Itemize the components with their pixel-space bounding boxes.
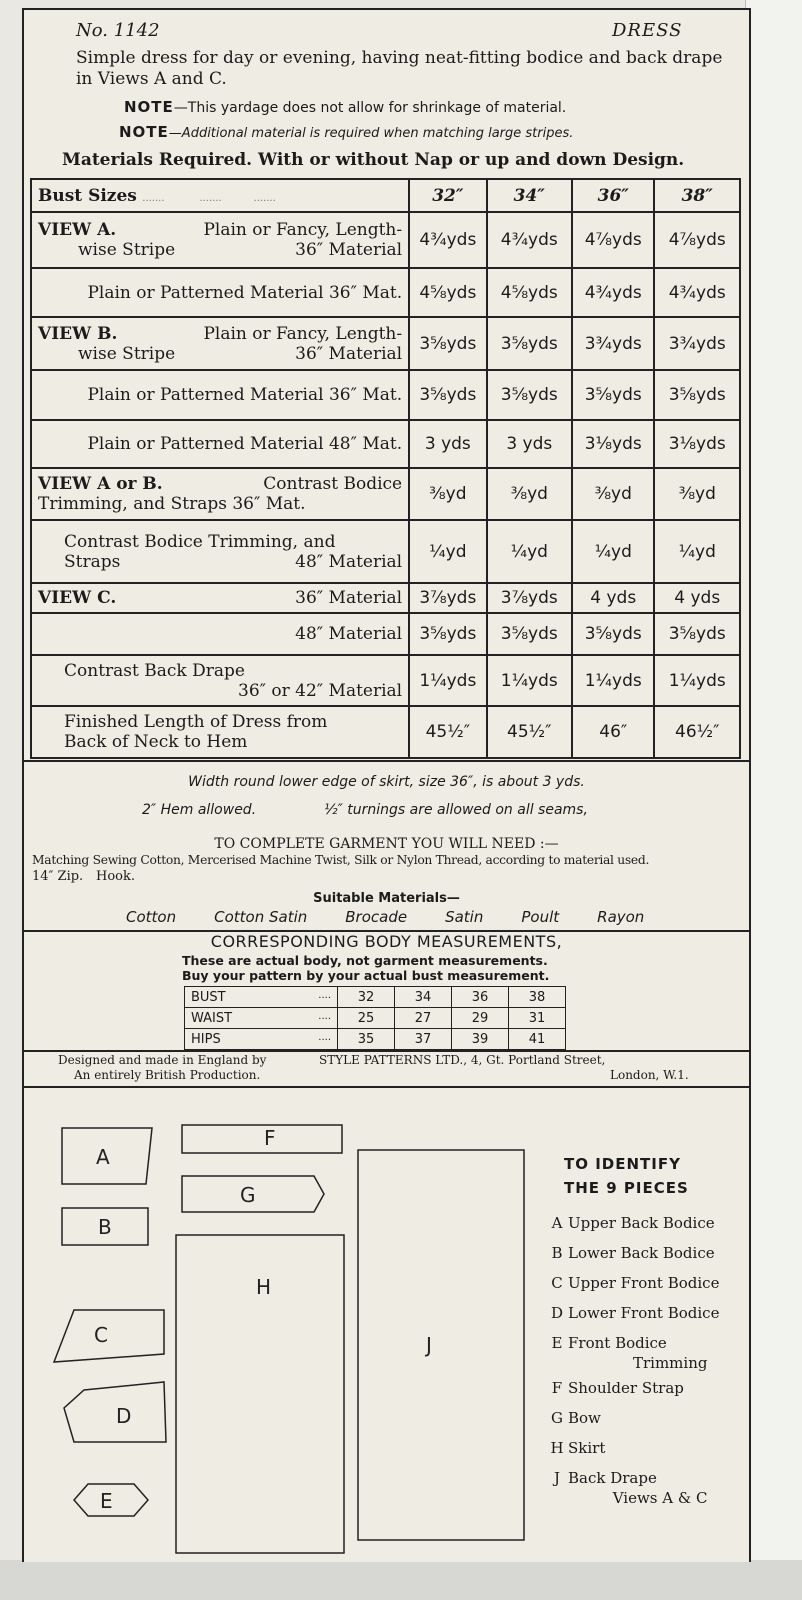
row-label xyxy=(31,420,409,468)
piece-a-label: A xyxy=(96,1145,110,1169)
row-label xyxy=(31,655,409,706)
material-item: Cotton Satin xyxy=(214,908,308,926)
piece-e-label: E xyxy=(100,1489,113,1513)
yardage-value: ⅜yd xyxy=(409,468,486,520)
piece-name: Upper Back Bodice xyxy=(568,1214,715,1232)
material-item: Satin xyxy=(445,908,484,926)
piece-name-cont: Trimming xyxy=(632,1354,708,1372)
complete-garment-title: TO COMPLETE GARMENT YOU WILL NEED :— xyxy=(214,836,559,852)
label-text: Contrast Back Drape xyxy=(64,660,245,681)
label-text: Contrast Bodice Trimming, and xyxy=(64,531,336,552)
yardage-value: 3 yds xyxy=(409,420,486,468)
yardage-value: 3 yds xyxy=(487,420,572,468)
label-text: Contrast Bodice xyxy=(263,474,403,494)
piece-name: Lower Front Bodice xyxy=(568,1304,720,1322)
label-text: Plain or Patterned Material 36″ Mat. xyxy=(87,282,403,303)
yardage-value: 3⅝yds xyxy=(487,317,572,370)
label-text: Finished Length of Dress from xyxy=(64,712,328,732)
label-text: 36″ Material xyxy=(295,240,403,260)
row-label xyxy=(31,468,409,520)
yardage-value: 4¾yds xyxy=(572,268,654,317)
yardage-value: 3⅝yds xyxy=(409,370,486,420)
yardage-value: 1¼yds xyxy=(487,655,572,706)
label-text: Straps xyxy=(64,551,121,572)
label-text: 36″ Material xyxy=(295,343,403,364)
label-text: 36″ or 42″ Material xyxy=(238,680,403,701)
material-item: Rayon xyxy=(597,908,645,926)
piece-item xyxy=(546,1208,719,1238)
label-text: 48″ Material xyxy=(295,551,403,572)
piece-name: Shoulder Strap xyxy=(568,1379,684,1397)
view-label: VIEW C. xyxy=(38,588,117,608)
piece-c-label: C xyxy=(94,1323,108,1347)
identify-title-line1: TO IDENTIFY xyxy=(564,1155,681,1173)
identify-pieces-title xyxy=(564,1152,689,1200)
skirt-width-note: Width round lower edge of skirt, size 36″, is about 3 yds. xyxy=(188,774,585,790)
material-item: Brocade xyxy=(345,908,408,926)
label-text: wise Stripe xyxy=(78,240,176,260)
scan-bottom xyxy=(0,1560,802,1600)
piece-name: Back Drape xyxy=(568,1469,657,1487)
yardage-value: 45½″ xyxy=(487,706,572,758)
yardage-value: 3⅝yds xyxy=(409,613,486,655)
piece-j-label: J xyxy=(426,1333,432,1357)
piece-b-label: B xyxy=(98,1215,112,1239)
yardage-value: 1¼yds xyxy=(572,655,654,706)
yardage-value: ¼yd xyxy=(654,520,740,583)
measurement-value: 35 xyxy=(338,1029,395,1050)
yardage-value: 3⅝yds xyxy=(654,613,740,655)
yardage-value: 3⅝yds xyxy=(572,613,654,655)
suitable-materials-title: Suitable Materials— xyxy=(313,891,460,906)
yardage-value: 4⅞yds xyxy=(654,212,740,268)
piece-list xyxy=(546,1208,719,1508)
label-text: Plain or Fancy, Length- xyxy=(203,323,403,344)
measurement-row xyxy=(185,1029,566,1050)
yardage-row xyxy=(31,317,740,370)
yardage-value: 3⅝yds xyxy=(487,613,572,655)
yardage-value: ⅜yd xyxy=(572,468,654,520)
size-header: 34″ xyxy=(487,179,572,212)
yardage-value: ¼yd xyxy=(487,520,572,583)
piece-name: Skirt xyxy=(568,1439,606,1457)
label-text: Back of Neck to Hem xyxy=(64,732,248,752)
piece-name: Lower Back Bodice xyxy=(568,1244,715,1262)
measurement-label: HIPS .... xyxy=(185,1029,338,1050)
yardage-value: ⅜yd xyxy=(487,468,572,520)
yardage-value: 4⅝yds xyxy=(487,268,572,317)
materials-required-heading: Materials Required. With or without Nap or up and down Design. xyxy=(62,150,685,170)
piece-item xyxy=(546,1463,719,1508)
hook-note: Hook. xyxy=(96,869,135,884)
note-shrinkage: NOTE—This yardage does not allow for shrinkage of material. xyxy=(124,98,567,116)
hem-note: 2″ Hem allowed. xyxy=(142,802,257,818)
yardage-value: 3⅞yds xyxy=(409,583,486,613)
yardage-row xyxy=(31,583,740,613)
piece-f-shape xyxy=(182,1125,342,1153)
divider xyxy=(24,1050,749,1052)
piece-letter: F xyxy=(551,1379,563,1397)
piece-letter: A xyxy=(551,1214,563,1232)
label-text: Plain or Fancy, Length- xyxy=(203,220,403,240)
yardage-value: 1¼yds xyxy=(409,655,486,706)
body-measurements-sub2: Buy your pattern by your actual bust measurement. xyxy=(182,968,550,983)
piece-letter: E xyxy=(551,1334,563,1352)
description: Simple dress for day or evening, having neat-fitting bodice and back drape in Views A and C. xyxy=(76,48,723,89)
measurement-label: BUST .... xyxy=(185,987,338,1008)
label-text: Trimming, and Straps 36″ Mat. xyxy=(38,494,306,514)
measurement-value: 38 xyxy=(509,987,566,1008)
measurement-value: 29 xyxy=(452,1008,509,1029)
zip-note: 14″ Zip. xyxy=(32,869,84,884)
measurement-value: 25 xyxy=(338,1008,395,1029)
yardage-row xyxy=(31,655,740,706)
yardage-row xyxy=(31,468,740,520)
yardage-value: 4¾yds xyxy=(654,268,740,317)
measurement-value: 37 xyxy=(395,1029,452,1050)
yardage-row xyxy=(31,268,740,317)
piece-c-shape xyxy=(54,1310,164,1362)
yardage-value: 1¼yds xyxy=(654,655,740,706)
table-header-row xyxy=(31,179,740,212)
pattern-number: No. 1142 xyxy=(76,20,160,41)
british-production: An entirely British Production. xyxy=(74,1068,261,1082)
company-city: London, W.1. xyxy=(610,1068,689,1082)
row-label xyxy=(31,583,409,613)
row-label xyxy=(31,317,409,370)
measurement-value: 34 xyxy=(395,987,452,1008)
piece-name-cont: Views A & C xyxy=(612,1489,708,1507)
label-text: Plain or Patterned Material 36″ Mat. xyxy=(87,385,403,405)
yardage-value: 3⅝yds xyxy=(572,370,654,420)
yardage-table xyxy=(30,178,741,759)
yardage-value: 4¾yds xyxy=(487,212,572,268)
piece-h-label: H xyxy=(256,1275,272,1299)
turnings-note: ½″ turnings are allowed on all seams, xyxy=(324,802,588,818)
yardage-value: 3¾yds xyxy=(572,317,654,370)
measurement-value: 39 xyxy=(452,1029,509,1050)
row-label xyxy=(31,520,409,583)
divider xyxy=(24,760,749,762)
yardage-value: 4 yds xyxy=(654,583,740,613)
measurement-value: 32 xyxy=(338,987,395,1008)
size-header: 38″ xyxy=(654,179,740,212)
row-label xyxy=(31,212,409,268)
pattern-envelope-sheet xyxy=(22,8,751,1562)
piece-item xyxy=(546,1298,719,1328)
measurement-label: WAIST .... xyxy=(185,1008,338,1029)
yardage-row xyxy=(31,370,740,420)
notions-line: Matching Sewing Cotton, Mercerised Machine Twist, Silk or Nylon Thread, according to material used. xyxy=(32,853,650,867)
piece-d-shape xyxy=(64,1382,166,1442)
piece-f-label: F xyxy=(264,1126,276,1150)
piece-name: Front Bodice xyxy=(568,1334,667,1352)
yardage-value: ¼yd xyxy=(409,520,486,583)
yardage-value: 3⅞yds xyxy=(487,583,572,613)
yardage-row xyxy=(31,212,740,268)
company-address: STYLE PATTERNS LTD., 4, Gt. Portland Street, xyxy=(319,1053,606,1067)
note-stripes: NOTE—Additional material is required when matching large stripes. xyxy=(119,123,574,141)
piece-item xyxy=(546,1238,719,1268)
identify-title-line2: THE 9 PIECES xyxy=(564,1179,689,1197)
view-label: VIEW A. xyxy=(38,220,117,240)
yardage-value: 3⅝yds xyxy=(409,317,486,370)
body-measurements-table xyxy=(184,986,566,1050)
pattern-pieces-diagram xyxy=(24,1090,534,1560)
piece-item xyxy=(546,1373,719,1403)
row-label xyxy=(31,268,409,317)
piece-item xyxy=(546,1328,719,1373)
piece-name: Upper Front Bodice xyxy=(568,1274,720,1292)
yardage-value: 4 yds xyxy=(572,583,654,613)
piece-letter: G xyxy=(551,1409,563,1427)
body-measurements-title: CORRESPONDING BODY MEASUREMENTS, xyxy=(210,932,563,951)
yardage-value: 46″ xyxy=(572,706,654,758)
body-measurements-sub1: These are actual body, not garment measurements. xyxy=(182,953,548,968)
suitable-materials-list xyxy=(126,908,644,926)
yardage-value: 3⅛yds xyxy=(654,420,740,468)
view-label: VIEW B. xyxy=(38,323,118,344)
yardage-row xyxy=(31,420,740,468)
piece-item xyxy=(546,1433,719,1463)
material-item: Poult xyxy=(521,908,560,926)
view-label: VIEW A or B. xyxy=(38,474,163,494)
row-label xyxy=(31,370,409,420)
piece-letter: B xyxy=(551,1244,563,1262)
designed-in-england: Designed and made in England by xyxy=(58,1053,267,1067)
material-item: Cotton xyxy=(126,908,177,926)
size-header: 36″ xyxy=(572,179,654,212)
size-header: 32″ xyxy=(409,179,486,212)
bust-sizes-label: Bust Sizes ....... ....... ....... xyxy=(31,179,409,212)
measurement-value: 27 xyxy=(395,1008,452,1029)
yardage-value: 4¾yds xyxy=(409,212,486,268)
yardage-value: 4⅝yds xyxy=(409,268,486,317)
yardage-value: 3⅛yds xyxy=(572,420,654,468)
piece-name: Bow xyxy=(568,1409,601,1427)
measurement-value: 36 xyxy=(452,987,509,1008)
yardage-value: 3¾yds xyxy=(654,317,740,370)
label-text: 48″ Material xyxy=(295,624,403,644)
piece-j-shape xyxy=(358,1150,524,1540)
yardage-value: 45½″ xyxy=(409,706,486,758)
yardage-row xyxy=(31,520,740,583)
label-text: 36″ Material xyxy=(295,588,403,608)
yardage-value: 4⅞yds xyxy=(572,212,654,268)
yardage-row xyxy=(31,613,740,655)
yardage-row xyxy=(31,706,740,758)
piece-d-label: D xyxy=(116,1404,132,1428)
yardage-value: 3⅝yds xyxy=(487,370,572,420)
piece-letter: C xyxy=(551,1274,563,1292)
row-label xyxy=(31,706,409,758)
divider xyxy=(24,1086,749,1088)
piece-g-label: G xyxy=(240,1183,256,1207)
measurement-row xyxy=(185,987,566,1008)
piece-item xyxy=(546,1403,719,1433)
piece-item xyxy=(546,1268,719,1298)
measurement-value: 31 xyxy=(509,1008,566,1029)
measurement-value: 41 xyxy=(509,1029,566,1050)
measurement-row xyxy=(185,1008,566,1029)
yardage-value: 3⅝yds xyxy=(654,370,740,420)
row-label xyxy=(31,613,409,655)
pattern-title: DRESS xyxy=(612,20,683,41)
label-text: Plain or Patterned Material 48″ Mat. xyxy=(87,434,403,454)
label-text: wise Stripe xyxy=(78,343,176,364)
yardage-value: ¼yd xyxy=(572,520,654,583)
piece-letter: D xyxy=(550,1304,564,1322)
piece-letter: J xyxy=(553,1469,560,1487)
yardage-value: 46½″ xyxy=(654,706,740,758)
yardage-value: ⅜yd xyxy=(654,468,740,520)
paper-edge xyxy=(745,0,802,1600)
piece-letter: H xyxy=(550,1439,564,1457)
